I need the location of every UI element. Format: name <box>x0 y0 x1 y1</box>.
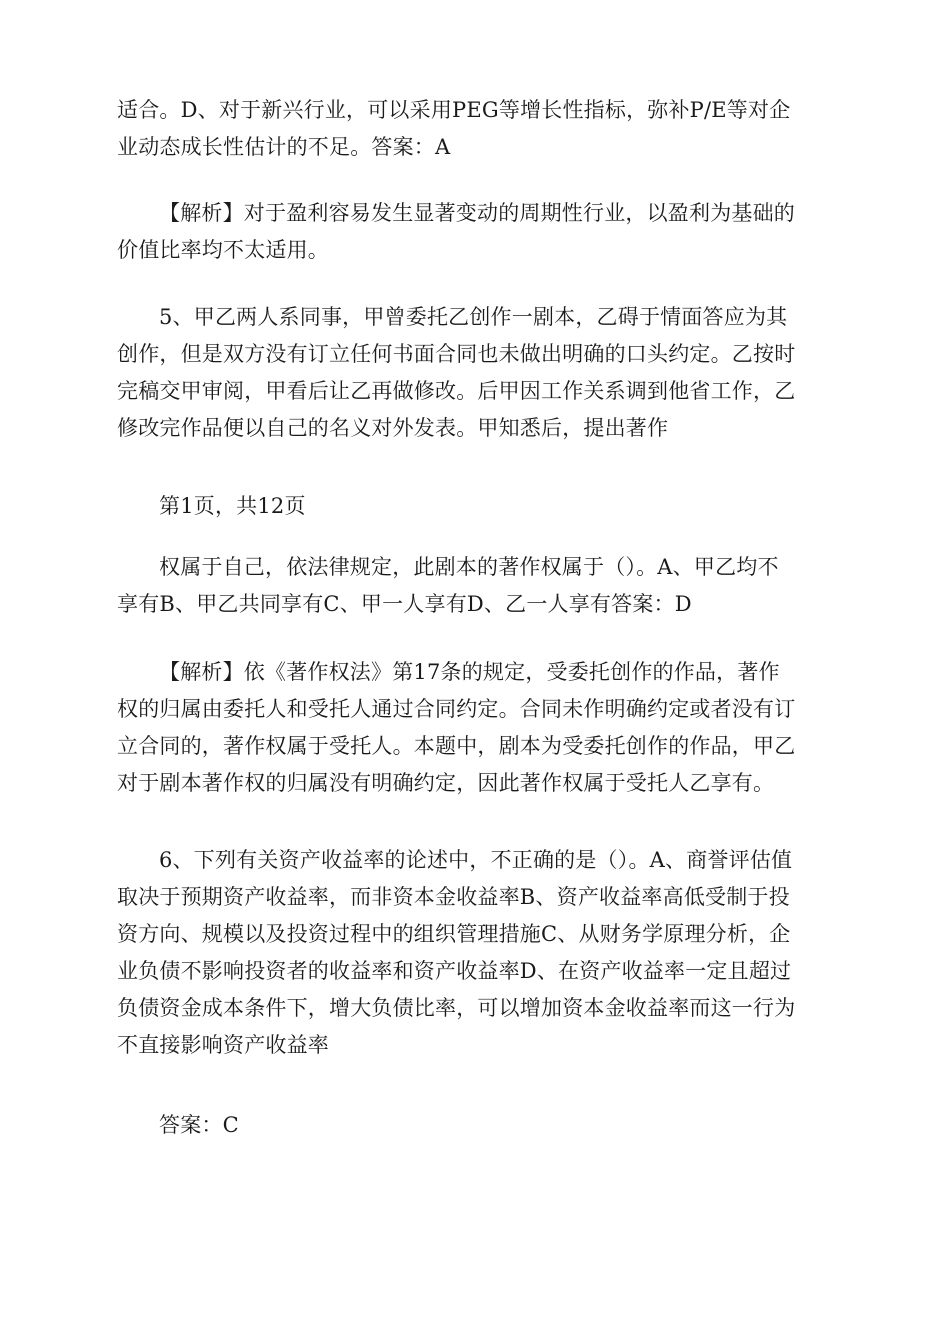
text-line: 业动态成长性估计的不足。答案：A <box>117 135 451 159</box>
text-line: 立合同的，著作权属于受托人。本题中，剧本为受委托创作的作品，甲乙 <box>117 734 796 758</box>
text-line: 业负债不影响投资者的收益率和资产收益率D、在资产收益率一定且超过 <box>117 959 792 983</box>
text-line: 【解析】依《著作权法》第17条的规定，受委托创作的作品，著作 <box>159 660 780 684</box>
text-line: 修改完作品便以自己的名义对外发表。甲知悉后，提出著作 <box>117 416 669 440</box>
text-line: 权的归属由委托人和受托人通过合同约定。合同未作明确约定或者没有订 <box>117 697 796 721</box>
text-line: 资方向、规模以及投资过程中的组织管理措施C、从财务学原理分析，企 <box>117 922 791 946</box>
text-line: 【解析】对于盈利容易发生显著变动的周期性行业，以盈利为基础的 <box>159 201 795 225</box>
paragraph-analysis-4 <box>117 195 833 269</box>
page-number-text: 第1页，共12页 <box>159 494 306 518</box>
text-line: 对于剧本著作权的归属没有明确约定，因此著作权属于受托人乙享有。 <box>117 771 775 795</box>
paragraph-question-5-continued <box>117 549 833 623</box>
text-line: 不直接影响资产收益率 <box>117 1033 329 1057</box>
text-line: 享有B、甲乙共同享有C、甲一人享有D、乙一人享有答案：D <box>117 592 692 616</box>
text-line: 负债资金成本条件下，增大负债比率，可以增加资本金收益率而这一行为 <box>117 996 796 1020</box>
text-line: 5、甲乙两人系同事，甲曾委托乙创作一剧本，乙碍于情面答应为其 <box>159 305 788 329</box>
text-line: 取决于预期资产收益率，而非资本金收益率B、资产收益率高低受制于投 <box>117 885 790 909</box>
text-line: 价值比率均不太适用。 <box>117 238 329 262</box>
paragraph-option-d-continuation <box>117 92 833 166</box>
paragraph-question-5 <box>117 299 833 447</box>
text-line: 创作，但是双方没有订立任何书面合同也未做出明确的口头约定。乙按时 <box>117 342 796 366</box>
paragraph-analysis-5 <box>117 654 833 802</box>
answer-text: 答案：C <box>159 1113 239 1137</box>
paragraph-question-6 <box>117 842 833 1064</box>
text-line: 完稿交甲审阅，甲看后让乙再做修改。后甲因工作关系调到他省工作，乙 <box>117 379 796 403</box>
text-line: 权属于自己，依法律规定，此剧本的著作权属于（）。A、甲乙均不 <box>159 555 779 579</box>
text-line: 6、下列有关资产收益率的论述中，不正确的是（）。A、商誉评估值 <box>159 848 793 872</box>
text-line: 适合。D、对于新兴行业，可以采用PEG等增长性指标，弥补P/E等对企 <box>117 98 791 122</box>
page-footer <box>117 488 833 525</box>
paragraph-answer-6 <box>117 1107 833 1144</box>
